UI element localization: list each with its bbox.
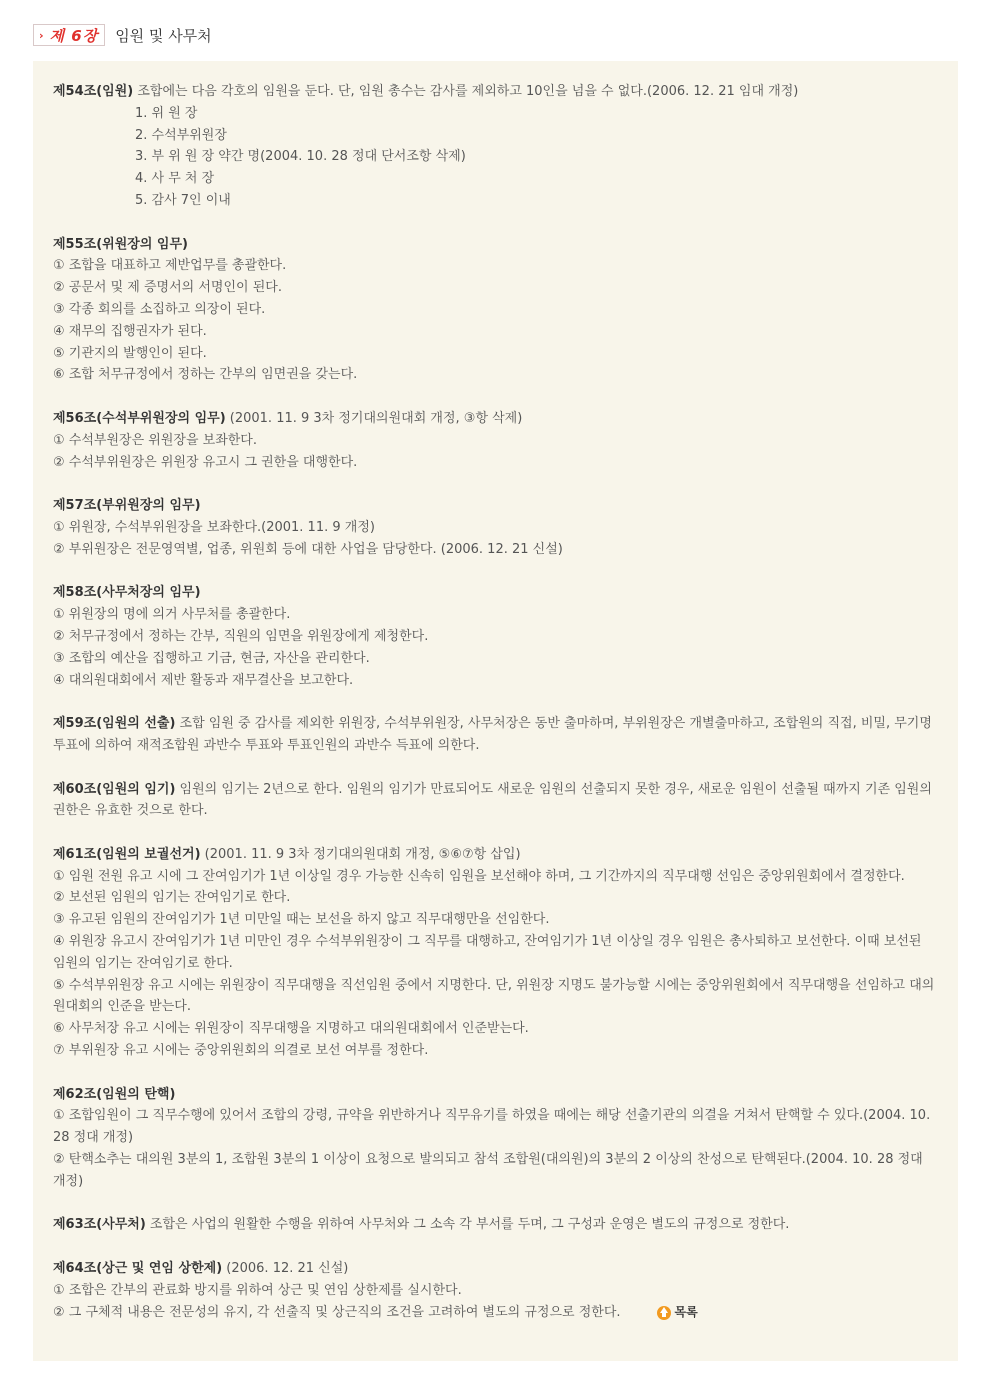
list-item: 4. 사 무 처 장 — [135, 171, 215, 187]
clause: ④ 위원장 유고시 잔여임기가 1년 미만인 경우 수석부위원장이 그 직무를 대행하고, 잔여임기가 1년 이상일 경우 임원은 총사퇴하고 보선한다. 이때 보선된 임원의 임기는 잔여임기로 한다. — [53, 934, 922, 971]
article-title: 제58조(사무처장의 임무) — [53, 585, 201, 601]
clause: ① 위원장의 명에 의거 사무처를 총괄한다. — [53, 607, 291, 623]
article-title: 제60조(임원의 임기) — [53, 781, 176, 797]
article-text: 조합은 사업의 원활한 수행을 위하여 사무처와 그 소속 각 부서를 두며, 그 구성과 운영은 별도의 규정으로 정한다. — [145, 1217, 790, 1233]
last-clause-row — [53, 1302, 938, 1324]
list-item: 5. 감사 7인 이내 — [135, 192, 231, 208]
clause: ③ 조합의 예산을 집행하고 기금, 현금, 자산을 관리한다. — [53, 650, 370, 666]
article-heading — [53, 234, 938, 256]
article-64 — [53, 1258, 938, 1323]
clause: ④ 대의원대회에서 제반 활동과 재무결산을 보고한다. — [53, 672, 354, 688]
article-title: 제61조(임원의 보궐선거) — [53, 846, 201, 862]
article-59 — [53, 713, 938, 757]
clause: ② 수석부위원장은 위원장 유고시 그 권한을 대행한다. — [53, 454, 358, 470]
article-60 — [53, 779, 938, 823]
chapter-label: 제 6장 — [49, 26, 99, 45]
officer-list — [53, 103, 938, 212]
clause: ② 부위원장은 전문영역별, 업종, 위원회 등에 대한 사업을 담당한다. (2006. 12. 21 신설) — [53, 541, 563, 557]
article-heading — [53, 495, 938, 517]
list-item: 3. 부 위 원 장 약간 명(2004. 10. 28 정대 단서조항 삭제) — [135, 149, 466, 165]
clause: ② 처무규정에서 정하는 간부, 직원의 임면을 위원장에게 제청한다. — [53, 628, 429, 644]
clause: ⑤ 기관지의 발행인이 된다. — [53, 345, 207, 361]
clause: ② 그 구체적 내용은 전문성의 유지, 각 선출직 및 상근직의 조건을 고려하여 별도의 규정으로 정한다. — [53, 1304, 621, 1320]
article-title: 제59조(임원의 선출) — [53, 716, 176, 732]
article-title: 제54조(임원) — [53, 84, 134, 99]
clause: ② 탄핵소추는 대의원 3분의 1, 조합원 3분의 1 이상이 요청으로 발의되고 참석 조합원(대의원)의 3분의 2 이상의 찬성으로 탄핵된다.(2004. 10. 28 정대 개정) — [53, 1152, 923, 1189]
clause: ④ 재무의 집행권자가 된다. — [53, 323, 207, 339]
article-62 — [53, 1084, 938, 1193]
article-54 — [53, 81, 938, 212]
article-heading — [53, 844, 938, 866]
list-button[interactable] — [657, 1302, 698, 1324]
article-text: 임원의 임기는 2년으로 한다. 임원의 임기가 만료되어도 새로운 임원의 선출되지 못한 경우, 새로운 임원이 선출될 때까지 기존 임원의 권한은 유효한 것으로 한다. — [53, 781, 932, 819]
clause: ⑥ 사무처장 유고 시에는 위원장이 직무대행을 지명하고 대의원대회에서 인준받는다. — [53, 1021, 529, 1037]
article-text: 조합 임원 중 감사를 제외한 위원장, 수석부위원장, 사무처장은 동반 출마하며, 부위원장은 개별출마하고, 조합원의 직접, 비밀, 무기명투표에 의하여 재적조합원 과반수 투표와 투표인원의 과반수 득표에 의한다. — [53, 716, 932, 753]
article-heading — [53, 1258, 938, 1280]
article-text: 조합에는 다음 각호의 임원을 둔다. 단, 임원 총수는 감사를 제외하고 10인을 넘을 수 없다.(2006. 12. 21 임대 개정) — [133, 84, 799, 99]
article-heading — [53, 1084, 938, 1106]
articles-panel — [33, 61, 958, 1361]
article-title: 제64조(상근 및 연임 상한제) — [53, 1261, 223, 1277]
article-title: 제55조(위원장의 임무) — [53, 236, 188, 252]
clause: ⑦ 부위원장 유고 시에는 중앙위원회의 의결로 보선 여부를 정한다. — [53, 1043, 429, 1059]
article-title: 제56조(수석부위원장의 임무) — [53, 410, 226, 426]
article-title: 제57조(부위원장의 임무) — [53, 498, 201, 514]
clause: ② 보선된 임원의 임기는 잔여임기로 한다. — [53, 890, 291, 906]
clause: ③ 각종 회의를 소집하고 의장이 된다. — [53, 301, 266, 317]
clause: ① 조합을 대표하고 제반업무를 총괄한다. — [53, 258, 287, 274]
article-text: (2006. 12. 21 신설) — [222, 1261, 349, 1277]
article-63 — [53, 1214, 938, 1236]
up-arrow-icon — [657, 1306, 671, 1320]
article-58 — [53, 582, 938, 691]
article-heading — [53, 582, 938, 604]
article-55 — [53, 234, 938, 387]
article-text: (2001. 11. 9 3차 정기대의원대회 개정, ③항 삭제) — [225, 410, 523, 426]
page-title: 임원 및 사무처 — [115, 26, 212, 45]
clause: ① 수석부원장은 위원장을 보좌한다. — [53, 432, 257, 448]
page-header — [33, 24, 212, 46]
article-heading — [53, 779, 938, 823]
article-heading — [53, 713, 938, 757]
clause: ① 위원장, 수석부위원장을 보좌한다.(2001. 11. 9 개정) — [53, 519, 375, 535]
chevron-right-icon: › — [39, 28, 44, 42]
clause: ① 임원 전원 유고 시에 그 잔여임기가 1년 이상일 경우 가능한 신속히 임원을 보선해야 하며, 그 기간까지의 직무대행 선임은 중앙위원회에서 결정한다. — [53, 868, 905, 884]
list-button-label: 목록 — [674, 1304, 698, 1319]
article-title: 제63조(사무처) — [53, 1217, 146, 1233]
article-heading — [53, 408, 938, 430]
article-61 — [53, 844, 938, 1062]
article-57 — [53, 495, 938, 560]
list-item: 1. 위 원 장 — [135, 105, 198, 121]
clause: ① 조합임원이 그 직무수행에 있어서 조합의 강령, 규약을 위반하거나 직무유기를 하였을 때에는 해당 선출기관의 의결을 거쳐서 탄핵할 수 있다.(2004. 10. 28 정대 개정) — [53, 1108, 931, 1146]
article-heading — [53, 1214, 938, 1236]
chapter-badge — [33, 24, 105, 46]
clause: ⑤ 수석부위원장 유고 시에는 위원장이 직무대행을 직선임원 중에서 지명한다. 단, 위원장 지명도 불가능할 시에는 중앙위원회에서 직무대행을 선임하고 대의원대회의 인준을 받는다. — [53, 977, 935, 1015]
clause: ① 조합은 간부의 관료화 방지를 위하여 상근 및 연임 상한제를 실시한다. — [53, 1282, 462, 1298]
list-item: 2. 수석부위원장 — [135, 127, 227, 143]
clause: ② 공문서 및 제 증명서의 서명인이 된다. — [53, 280, 282, 296]
article-text: (2001. 11. 9 3차 정기대의원대회 개정, ⑤⑥⑦항 삽입) — [200, 846, 521, 862]
clause: ③ 유고된 임원의 잔여임기가 1년 미만일 때는 보선을 하지 않고 직무대행만을 선임한다. — [53, 912, 550, 928]
article-56 — [53, 408, 938, 473]
clause: ⑥ 조합 처무규정에서 정하는 간부의 임면권을 갖는다. — [53, 367, 358, 383]
article-title: 제62조(임원의 탄핵) — [53, 1086, 176, 1102]
article-heading — [53, 81, 938, 103]
